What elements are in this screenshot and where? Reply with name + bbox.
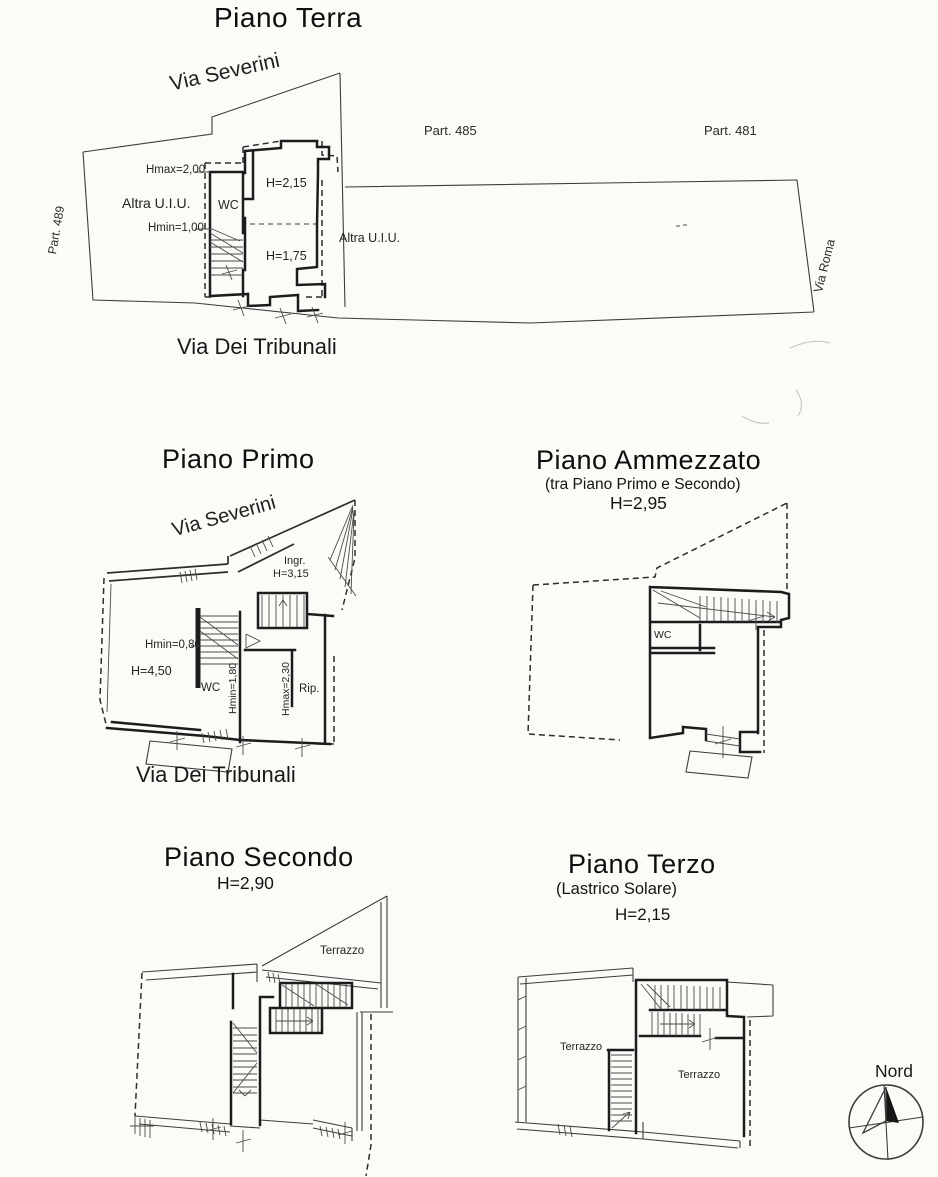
corner-fence-ticks	[130, 1116, 154, 1138]
parcel-481-label: Part. 481	[704, 123, 757, 138]
h215-room-label: H=2,15	[266, 176, 307, 190]
piano-terra-title: Piano Terra	[214, 2, 363, 33]
left-wall-hatch	[518, 996, 526, 1090]
piano-secondo-height: H=2,90	[217, 873, 274, 893]
piano-terzo-title: Piano Terzo	[568, 849, 716, 879]
building-walls	[210, 141, 329, 311]
piano-terzo-height: H=2,15	[615, 905, 671, 924]
h175-room-label: H=1,75	[266, 249, 307, 263]
scan-smudges	[742, 341, 830, 423]
north-label: Nord	[875, 1061, 913, 1081]
hmax-230-label: Hmax=2,30	[280, 662, 292, 716]
scan-dots	[676, 225, 687, 226]
ingr-label: Ingr.	[284, 555, 306, 567]
parcel-485-label: Part. 485	[424, 123, 477, 138]
terrazzo-left-label: Terrazzo	[560, 1041, 603, 1053]
street-via-roma: Via Roma	[811, 237, 838, 295]
street-via-severini: Via Severini	[167, 48, 282, 96]
parcel-489-label: Part. 489	[45, 204, 68, 256]
street-via-dei-tribunali-p1: Via Dei Tribunali	[136, 762, 296, 787]
wc-room-label-ammezzato: WC	[654, 629, 672, 641]
dashed-parcel-outline	[528, 503, 787, 753]
inner-left-edge	[107, 584, 111, 712]
street-via-severini-p1: Via Severini	[169, 491, 279, 542]
terrazzo-right-label: Terrazzo	[678, 1069, 721, 1081]
hmin-180-label: Hmin=1,80	[227, 662, 239, 714]
parcel-boundary	[83, 73, 814, 323]
piano-terzo-drawing	[515, 968, 773, 1150]
h315-label: H=3,15	[273, 568, 309, 580]
wc-room-label-primo: WC	[201, 682, 221, 694]
rip-room-label: Rip.	[299, 683, 320, 695]
hmin-080-label: Hmin=0,80	[145, 639, 201, 651]
dashed-boundary	[135, 973, 371, 1176]
north-compass-icon	[849, 1085, 923, 1160]
h450-room-label: H=4,50	[131, 664, 172, 678]
altra-uiu-right-label: Altra U.I.U.	[339, 231, 401, 245]
piano-primo-title: Piano Primo	[162, 444, 315, 474]
street-via-dei-tribunali: Via Dei Tribunali	[177, 334, 337, 359]
piano-ammezzato-title: Piano Ammezzato	[536, 445, 762, 475]
piano-terzo-subtitle: (Lastrico Solare)	[556, 880, 678, 898]
stair-treads	[210, 233, 243, 275]
terrazzo-label-secondo: Terrazzo	[320, 945, 365, 957]
piano-ammezzato-subtitle: (tra Piano Primo e Secondo)	[545, 476, 741, 493]
piano-ammezzato-height: H=2,95	[610, 493, 667, 513]
piano-secondo-drawing	[130, 896, 393, 1176]
stair-treads	[200, 505, 356, 664]
hmax-200-label: Hmax=2,00	[146, 164, 206, 176]
entry-porch	[686, 751, 752, 778]
wc-room-label-terra: WC	[218, 198, 239, 212]
altra-uiu-left-label: Altra U.I.U.	[122, 195, 191, 211]
outline	[135, 896, 393, 1141]
building-walls	[650, 587, 789, 752]
outline	[515, 968, 773, 1148]
piano-secondo-title: Piano Secondo	[164, 842, 354, 872]
hmin-100-label: Hmin=1,00	[148, 222, 204, 234]
stair-treads	[611, 984, 720, 1128]
piano-primo-drawing	[100, 500, 356, 772]
stair-treads	[233, 984, 348, 1096]
